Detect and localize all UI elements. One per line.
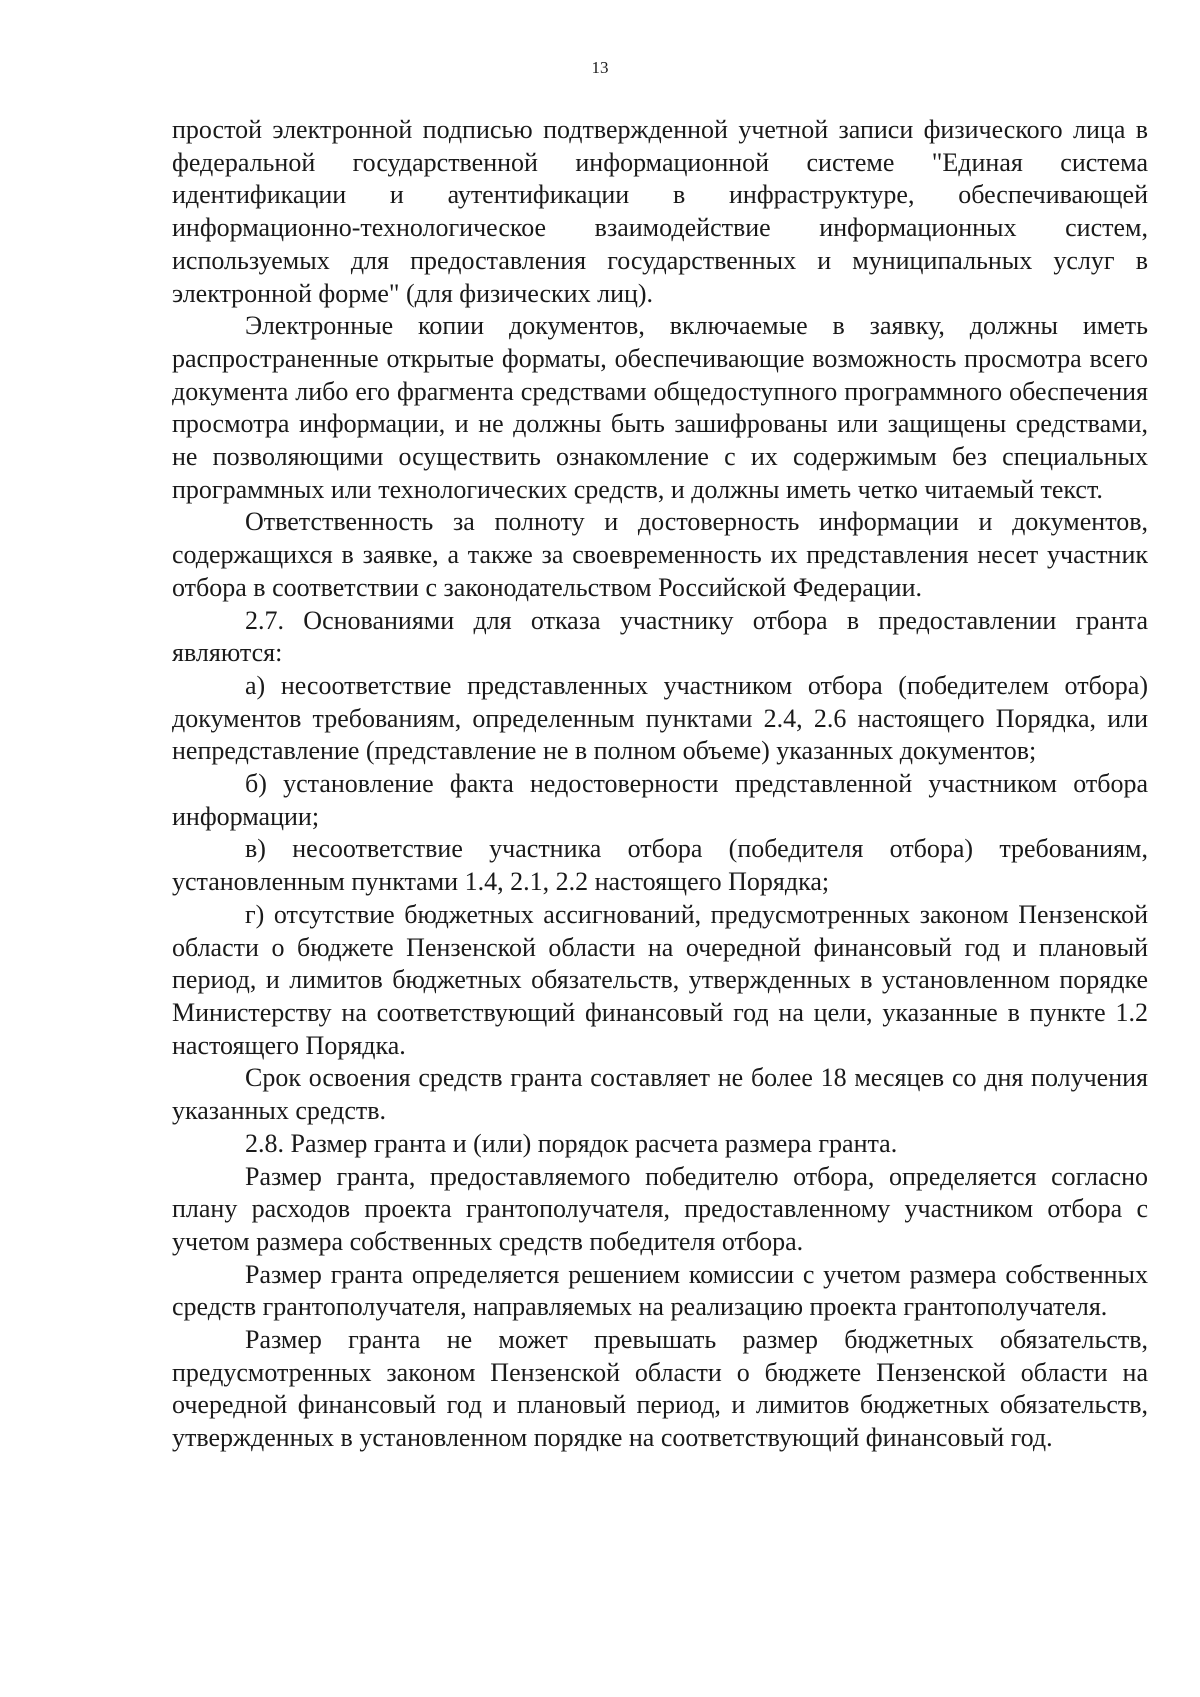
page-number: 13 <box>591 58 609 77</box>
paragraph-grant-period: Срок освоения средств гранта составляет не более 18 месяцев со дня получения указанных средств. <box>172 1063 1148 1126</box>
paragraph-grant-size-plan: Размер гранта, предоставляемого победителю отбора, определяется согласно плану расходов проекта грантополучателя, предоставленному участником отбора с учетом размера собственных средств победителя отбора. <box>172 1161 1148 1256</box>
list-item-b: б) установление факта недостоверности представленной участником отбора информации; <box>172 769 1148 831</box>
paragraph-grant-size-limit: Размер гранта не может превышать размер бюджетных обязательств, предусмотренных законом Пензенской области о бюджете Пензенской области на очередной финансовый год и плановый период, и лимитов бюджетных обязательств, утвержденных в установленном порядке на соответствующий финансовый год. <box>172 1325 1148 1453</box>
list-item-g: г) отсутствие бюджетных ассигнований, предусмотренных законом Пензенской области о бюджете Пензенской области на очередной финансовый год и плановый период, и лимитов бюджетных обязательств, утвержденных в установленном порядке Министерству на соответствующий финансовый год на цели, указанные в пункте 1.2 настоящего Порядка. <box>172 899 1148 1060</box>
document-body <box>172 114 1148 1455</box>
paragraph-responsibility: Ответственность за полноту и достоверность информации и документов, содержащихся в заявке, а также за своевременность их представления несет участник отбора в соответствии с законодательством Российской Федерации. <box>172 507 1148 602</box>
paragraph-section-2-8: 2.8. Размер гранта и (или) порядок расчета размера гранта. <box>245 1128 898 1158</box>
paragraph-signature-continuation: простой электронной подписью подтвержденной учетной записи физического лица в федеральной государственной информационной системе "Единая система идентификации и аутентификации в инфраструктуре, обеспечивающей информационно-технологическое взаимодействие информационных систем, используемых для предоставления государственных и муниципальных услуг в электронной форме" (для физических лиц). <box>172 115 1148 308</box>
paragraph-grant-size-commission: Размер гранта определяется решением комиссии с учетом размера собственных средств грантополучателя, направляемых на реализацию проекта грантополучателя. <box>172 1259 1148 1322</box>
list-item-a: а) несоответствие представленных участником отбора (победителем отбора) документов требованиям, определенным пунктами 2.4, 2.6 настоящего Порядка, или непредставление (представление не в полном объеме) указанных документов; <box>172 670 1148 766</box>
paragraph-electronic-copies: Электронные копии документов, включаемые в заявку, должны иметь распространенные открытые форматы, обеспечивающие возможность просмотра всего документа либо его фрагмента средствами общедоступного программного обеспечения просмотра информации, и не должны быть зашифрованы или защищены средствами, не позволяющими осуществить ознакомление с их содержимым без специальных программных или технологических средств, и должны иметь четко читаемый текст. <box>172 311 1148 504</box>
paragraph-section-2-7: 2.7. Основаниями для отказа участнику отбора в предоставлении гранта являются: <box>172 605 1148 668</box>
list-item-v: в) несоответствие участника отбора (победителя отбора) требованиям, установленным пунктами 1.4, 2.1, 2.2 настоящего Порядка; <box>172 834 1148 897</box>
